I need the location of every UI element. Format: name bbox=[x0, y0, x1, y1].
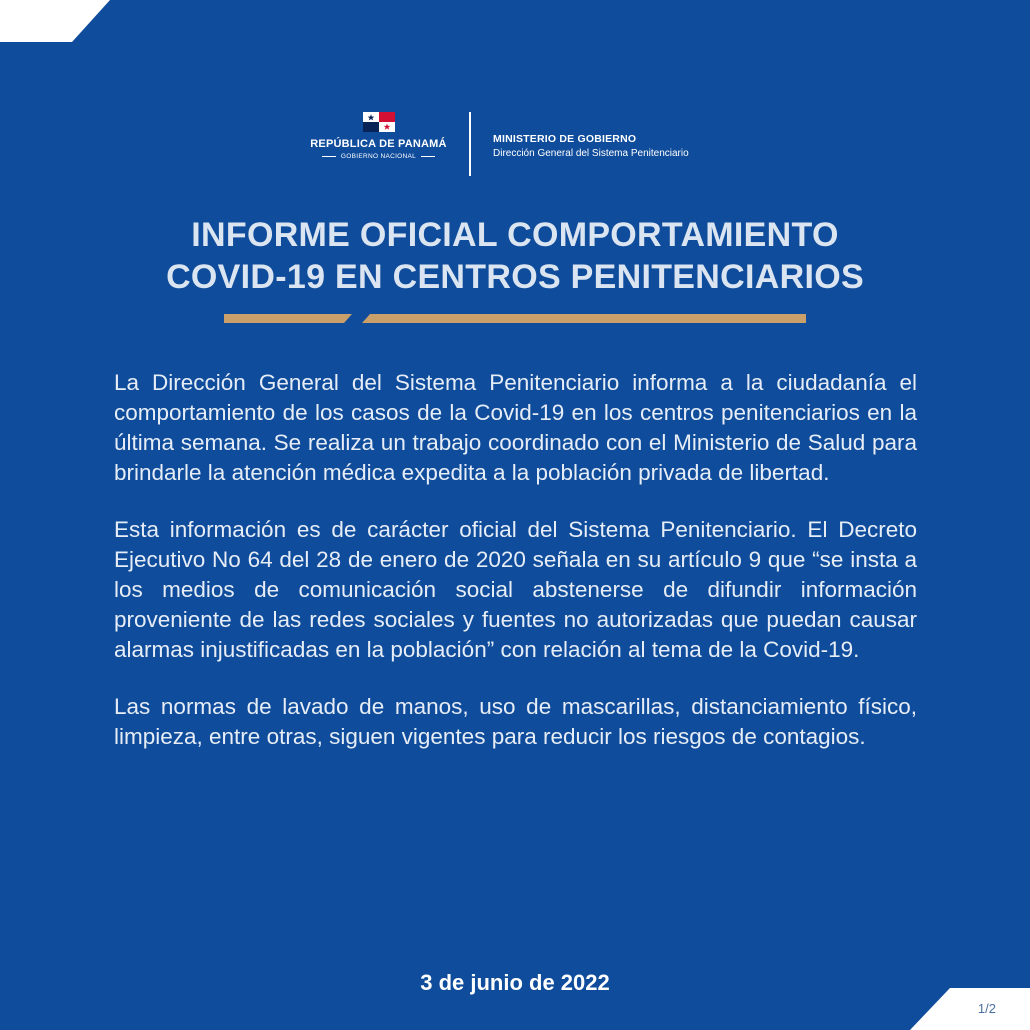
header-divider bbox=[469, 112, 471, 176]
divider-dash bbox=[421, 156, 435, 157]
country-name: REPÚBLICA DE PANAMÁ bbox=[310, 138, 447, 150]
page-title bbox=[100, 214, 930, 298]
divider-dash bbox=[322, 156, 336, 157]
page-indicator: 1/2 bbox=[977, 1001, 996, 1016]
paragraph-1: La Dirección General del Sistema Penitenciario informa a la ciudadanía el comportamiento de los casos de la Covid-19 en los centros penitenciarios en la última semana. Se realiza un trabajo coordinado con el Ministerio de Salud para brindarle la atención médica expedita a la población privada de libertad. bbox=[114, 370, 917, 485]
top-left-corner-decoration bbox=[0, 0, 120, 42]
government-label: GOBIERNO NACIONAL bbox=[340, 153, 417, 160]
panama-flag-icon bbox=[363, 112, 395, 132]
directorate-name: Dirección General del Sistema Penitenciario bbox=[493, 148, 689, 159]
title-line-2: COVID-19 EN CENTROS PENITENCIARIOS bbox=[166, 258, 864, 296]
body-text bbox=[114, 368, 917, 779]
government-label-row bbox=[296, 153, 461, 160]
publication-date: 3 de junio de 2022 bbox=[420, 970, 610, 995]
paragraph-3: Las normas de lavado de manos, uso de mascarillas, distanciamiento físico, limpieza, entre otras, siguen vigentes para reducir los riesgos de contagios. bbox=[114, 694, 917, 749]
republic-logo bbox=[296, 112, 461, 160]
paragraph-2: Esta información es de carácter oficial del Sistema Penitenciario. El Decreto Ejecutivo No 64 del 28 de enero de 2020 señala en su artículo 9 que “se insta a los medios de comunicación social abstenerse de difundir información proveniente de las redes sociales y fuentes no autorizadas que puedan causar alarmas injustificadas en la población” con relación al tema de la Covid-19. bbox=[114, 517, 917, 662]
title-underline-decoration bbox=[224, 314, 808, 324]
title-line-1: INFORME OFICIAL COMPORTAMIENTO bbox=[191, 216, 839, 254]
ministry-name: MINISTERIO DE GOBIERNO bbox=[493, 133, 637, 145]
ministry-logo bbox=[493, 133, 689, 159]
